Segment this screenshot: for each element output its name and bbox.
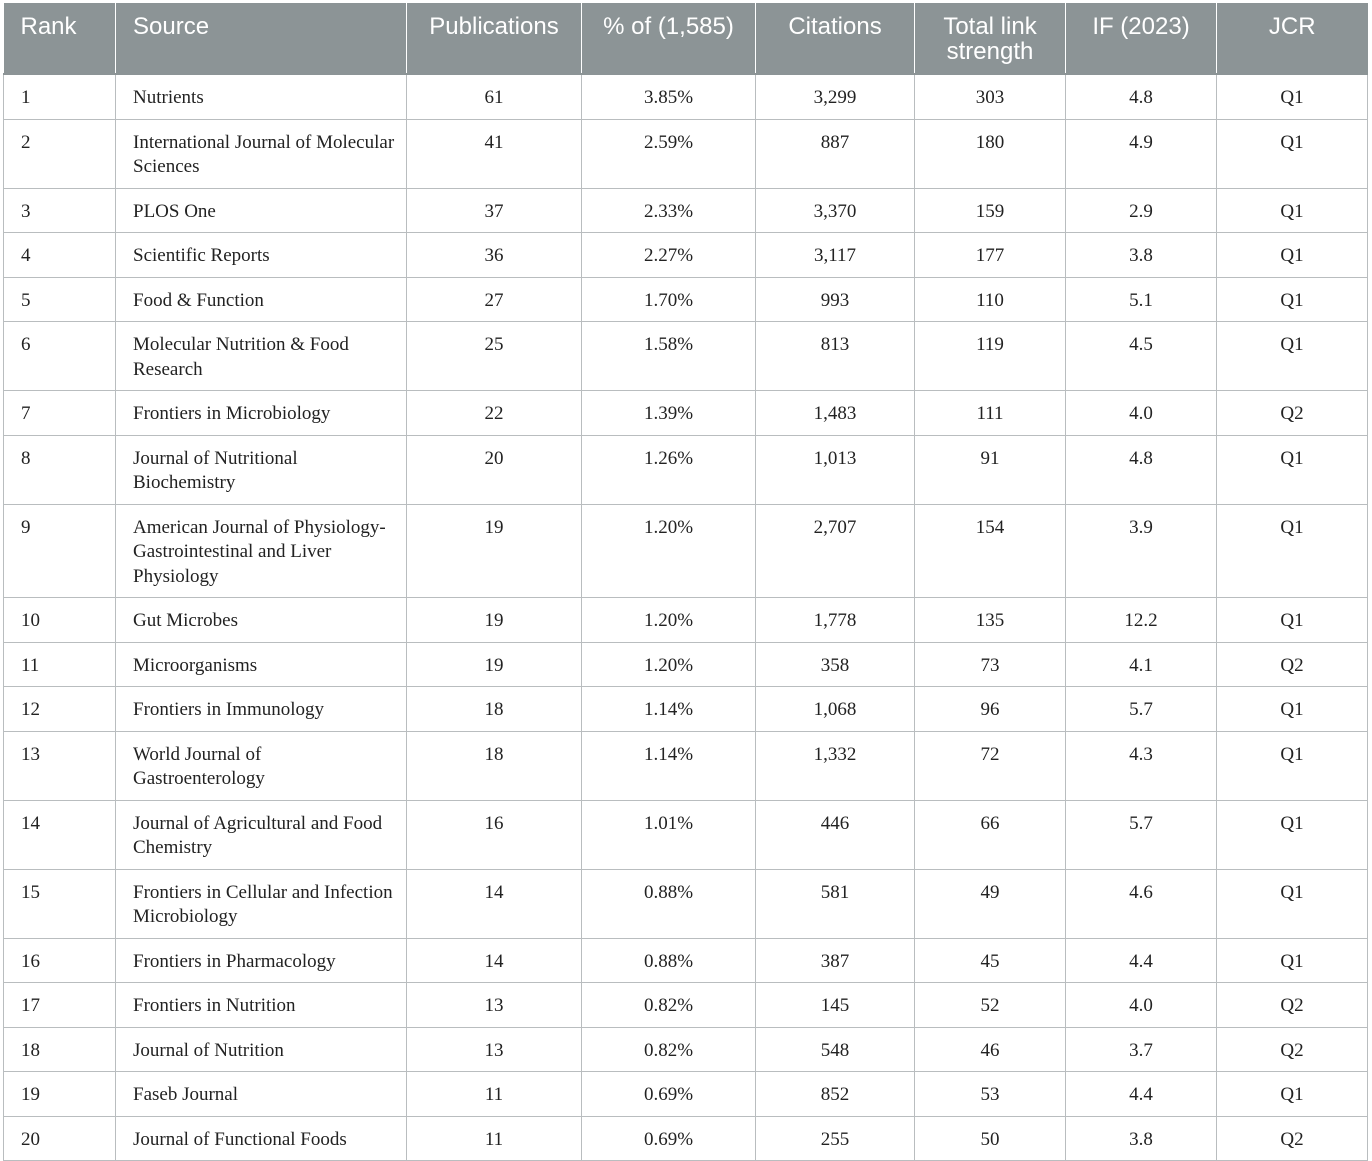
- cell-jcr: Q2: [1217, 642, 1368, 687]
- cell-total-link-strength: 159: [915, 188, 1066, 233]
- cell-rank: 11: [4, 642, 116, 687]
- cell-impact-factor: 4.6: [1066, 869, 1217, 938]
- cell-citations: 2,707: [756, 504, 915, 598]
- cell-total-link-strength: 53: [915, 1072, 1066, 1117]
- cell-rank: 15: [4, 869, 116, 938]
- cell-publications: 25: [407, 322, 582, 391]
- header-source: Source: [116, 3, 407, 74]
- cell-source: Journal of Nutrition: [116, 1027, 407, 1072]
- cell-publications: 18: [407, 687, 582, 732]
- cell-citations: 255: [756, 1116, 915, 1161]
- cell-impact-factor: 4.8: [1066, 74, 1217, 119]
- cell-publications: 37: [407, 188, 582, 233]
- cell-impact-factor: 12.2: [1066, 598, 1217, 643]
- header-publications: Publications: [407, 3, 582, 74]
- cell-citations: 887: [756, 119, 915, 188]
- cell-jcr: Q1: [1217, 277, 1368, 322]
- cell-jcr: Q2: [1217, 391, 1368, 436]
- cell-citations: 1,483: [756, 391, 915, 436]
- cell-source: World Journal of Gastroenterology: [116, 731, 407, 800]
- table-row: [4, 1027, 1368, 1072]
- cell-citations: 1,332: [756, 731, 915, 800]
- cell-source: Frontiers in Immunology: [116, 687, 407, 732]
- cell-citations: 1,013: [756, 435, 915, 504]
- table-row: [4, 435, 1368, 504]
- cell-percent: 1.20%: [582, 598, 756, 643]
- cell-rank: 3: [4, 188, 116, 233]
- cell-publications: 36: [407, 233, 582, 278]
- table-row: [4, 731, 1368, 800]
- table-header: [4, 3, 1368, 74]
- header-rank: Rank: [4, 3, 116, 74]
- cell-source: International Journal of Molecular Sciences: [116, 119, 407, 188]
- cell-publications: 14: [407, 869, 582, 938]
- journals-table: [3, 3, 1368, 1161]
- cell-total-link-strength: 49: [915, 869, 1066, 938]
- table-row: [4, 938, 1368, 983]
- cell-source: Frontiers in Nutrition: [116, 983, 407, 1028]
- cell-citations: 548: [756, 1027, 915, 1072]
- cell-publications: 11: [407, 1116, 582, 1161]
- cell-rank: 18: [4, 1027, 116, 1072]
- table-row: [4, 391, 1368, 436]
- cell-source: Journal of Nutritional Biochemistry: [116, 435, 407, 504]
- cell-source: Journal of Functional Foods: [116, 1116, 407, 1161]
- cell-percent: 1.20%: [582, 642, 756, 687]
- cell-total-link-strength: 66: [915, 800, 1066, 869]
- cell-citations: 1,778: [756, 598, 915, 643]
- header-impact-factor: IF (2023): [1066, 3, 1217, 74]
- cell-percent: 1.70%: [582, 277, 756, 322]
- cell-impact-factor: 4.4: [1066, 938, 1217, 983]
- cell-total-link-strength: 303: [915, 74, 1066, 119]
- cell-jcr: Q1: [1217, 119, 1368, 188]
- table-row: [4, 1116, 1368, 1161]
- table-row: [4, 869, 1368, 938]
- cell-rank: 14: [4, 800, 116, 869]
- cell-jcr: Q1: [1217, 800, 1368, 869]
- cell-rank: 6: [4, 322, 116, 391]
- cell-rank: 20: [4, 1116, 116, 1161]
- cell-jcr: Q1: [1217, 504, 1368, 598]
- cell-rank: 10: [4, 598, 116, 643]
- table-row: [4, 1072, 1368, 1117]
- cell-source: Frontiers in Microbiology: [116, 391, 407, 436]
- cell-publications: 18: [407, 731, 582, 800]
- table-body: [4, 74, 1368, 1161]
- cell-source: American Journal of Physiology-Gastrointestinal and Liver Physiology: [116, 504, 407, 598]
- cell-total-link-strength: 119: [915, 322, 1066, 391]
- cell-citations: 852: [756, 1072, 915, 1117]
- cell-impact-factor: 3.9: [1066, 504, 1217, 598]
- cell-source: Gut Microbes: [116, 598, 407, 643]
- cell-jcr: Q1: [1217, 435, 1368, 504]
- cell-total-link-strength: 50: [915, 1116, 1066, 1161]
- cell-rank: 1: [4, 74, 116, 119]
- cell-percent: 1.01%: [582, 800, 756, 869]
- cell-percent: 1.58%: [582, 322, 756, 391]
- cell-publications: 27: [407, 277, 582, 322]
- cell-jcr: Q1: [1217, 233, 1368, 278]
- table-row: [4, 74, 1368, 119]
- cell-percent: 0.82%: [582, 1027, 756, 1072]
- cell-percent: 2.33%: [582, 188, 756, 233]
- cell-total-link-strength: 111: [915, 391, 1066, 436]
- cell-rank: 19: [4, 1072, 116, 1117]
- cell-rank: 12: [4, 687, 116, 732]
- cell-citations: 3,299: [756, 74, 915, 119]
- cell-citations: 1,068: [756, 687, 915, 732]
- cell-source: Nutrients: [116, 74, 407, 119]
- cell-impact-factor: 4.8: [1066, 435, 1217, 504]
- cell-source: Molecular Nutrition & Food Research: [116, 322, 407, 391]
- cell-total-link-strength: 154: [915, 504, 1066, 598]
- cell-impact-factor: 3.8: [1066, 1116, 1217, 1161]
- cell-publications: 16: [407, 800, 582, 869]
- header-citations: Citations: [756, 3, 915, 74]
- cell-total-link-strength: 72: [915, 731, 1066, 800]
- cell-total-link-strength: 46: [915, 1027, 1066, 1072]
- cell-impact-factor: 5.1: [1066, 277, 1217, 322]
- cell-rank: 9: [4, 504, 116, 598]
- cell-publications: 19: [407, 504, 582, 598]
- table-row: [4, 119, 1368, 188]
- cell-impact-factor: 3.7: [1066, 1027, 1217, 1072]
- header-total-link-strength: Total link strength: [915, 3, 1066, 74]
- cell-citations: 993: [756, 277, 915, 322]
- cell-rank: 16: [4, 938, 116, 983]
- cell-publications: 13: [407, 1027, 582, 1072]
- table-row: [4, 687, 1368, 732]
- cell-total-link-strength: 73: [915, 642, 1066, 687]
- cell-impact-factor: 4.0: [1066, 391, 1217, 436]
- cell-publications: 20: [407, 435, 582, 504]
- cell-rank: 5: [4, 277, 116, 322]
- cell-percent: 0.88%: [582, 869, 756, 938]
- cell-jcr: Q2: [1217, 1116, 1368, 1161]
- cell-publications: 19: [407, 642, 582, 687]
- cell-total-link-strength: 91: [915, 435, 1066, 504]
- cell-impact-factor: 4.0: [1066, 983, 1217, 1028]
- cell-percent: 3.85%: [582, 74, 756, 119]
- header-row: [4, 3, 1368, 74]
- cell-impact-factor: 4.1: [1066, 642, 1217, 687]
- cell-impact-factor: 3.8: [1066, 233, 1217, 278]
- cell-jcr: Q1: [1217, 687, 1368, 732]
- cell-percent: 0.88%: [582, 938, 756, 983]
- cell-publications: 61: [407, 74, 582, 119]
- cell-citations: 3,370: [756, 188, 915, 233]
- cell-total-link-strength: 177: [915, 233, 1066, 278]
- cell-citations: 581: [756, 869, 915, 938]
- table-row: [4, 642, 1368, 687]
- cell-percent: 2.59%: [582, 119, 756, 188]
- cell-publications: 41: [407, 119, 582, 188]
- cell-publications: 14: [407, 938, 582, 983]
- cell-jcr: Q1: [1217, 598, 1368, 643]
- table-row: [4, 233, 1368, 278]
- cell-source: Food & Function: [116, 277, 407, 322]
- cell-jcr: Q1: [1217, 938, 1368, 983]
- cell-percent: 1.20%: [582, 504, 756, 598]
- cell-percent: 0.82%: [582, 983, 756, 1028]
- cell-publications: 19: [407, 598, 582, 643]
- cell-rank: 13: [4, 731, 116, 800]
- cell-impact-factor: 5.7: [1066, 687, 1217, 732]
- table-row: [4, 983, 1368, 1028]
- cell-source: Frontiers in Cellular and Infection Microbiology: [116, 869, 407, 938]
- cell-jcr: Q2: [1217, 983, 1368, 1028]
- cell-jcr: Q1: [1217, 322, 1368, 391]
- cell-impact-factor: 4.3: [1066, 731, 1217, 800]
- cell-total-link-strength: 135: [915, 598, 1066, 643]
- table-row: [4, 800, 1368, 869]
- cell-percent: 1.26%: [582, 435, 756, 504]
- cell-jcr: Q1: [1217, 188, 1368, 233]
- cell-source: PLOS One: [116, 188, 407, 233]
- cell-jcr: Q1: [1217, 74, 1368, 119]
- cell-citations: 387: [756, 938, 915, 983]
- cell-citations: 145: [756, 983, 915, 1028]
- cell-impact-factor: 5.7: [1066, 800, 1217, 869]
- cell-total-link-strength: 45: [915, 938, 1066, 983]
- cell-jcr: Q2: [1217, 1027, 1368, 1072]
- cell-jcr: Q1: [1217, 869, 1368, 938]
- cell-impact-factor: 4.4: [1066, 1072, 1217, 1117]
- cell-source: Journal of Agricultural and Food Chemistry: [116, 800, 407, 869]
- cell-source: Frontiers in Pharmacology: [116, 938, 407, 983]
- cell-impact-factor: 2.9: [1066, 188, 1217, 233]
- table-row: [4, 504, 1368, 598]
- table-row: [4, 188, 1368, 233]
- table-row: [4, 598, 1368, 643]
- cell-rank: 8: [4, 435, 116, 504]
- cell-citations: 446: [756, 800, 915, 869]
- cell-impact-factor: 4.9: [1066, 119, 1217, 188]
- cell-citations: 358: [756, 642, 915, 687]
- cell-rank: 17: [4, 983, 116, 1028]
- cell-source: Faseb Journal: [116, 1072, 407, 1117]
- cell-rank: 4: [4, 233, 116, 278]
- cell-total-link-strength: 180: [915, 119, 1066, 188]
- cell-percent: 1.39%: [582, 391, 756, 436]
- cell-source: Scientific Reports: [116, 233, 407, 278]
- cell-total-link-strength: 52: [915, 983, 1066, 1028]
- cell-percent: 0.69%: [582, 1072, 756, 1117]
- cell-percent: 1.14%: [582, 731, 756, 800]
- cell-impact-factor: 4.5: [1066, 322, 1217, 391]
- table-row: [4, 322, 1368, 391]
- header-jcr: JCR: [1217, 3, 1368, 74]
- cell-publications: 22: [407, 391, 582, 436]
- cell-publications: 11: [407, 1072, 582, 1117]
- cell-citations: 813: [756, 322, 915, 391]
- cell-source: Microorganisms: [116, 642, 407, 687]
- cell-total-link-strength: 96: [915, 687, 1066, 732]
- cell-jcr: Q1: [1217, 731, 1368, 800]
- header-percent: % of (1,585): [582, 3, 756, 74]
- cell-percent: 2.27%: [582, 233, 756, 278]
- table-row: [4, 277, 1368, 322]
- cell-publications: 13: [407, 983, 582, 1028]
- cell-percent: 1.14%: [582, 687, 756, 732]
- cell-percent: 0.69%: [582, 1116, 756, 1161]
- cell-citations: 3,117: [756, 233, 915, 278]
- cell-jcr: Q1: [1217, 1072, 1368, 1117]
- cell-rank: 2: [4, 119, 116, 188]
- cell-total-link-strength: 110: [915, 277, 1066, 322]
- cell-rank: 7: [4, 391, 116, 436]
